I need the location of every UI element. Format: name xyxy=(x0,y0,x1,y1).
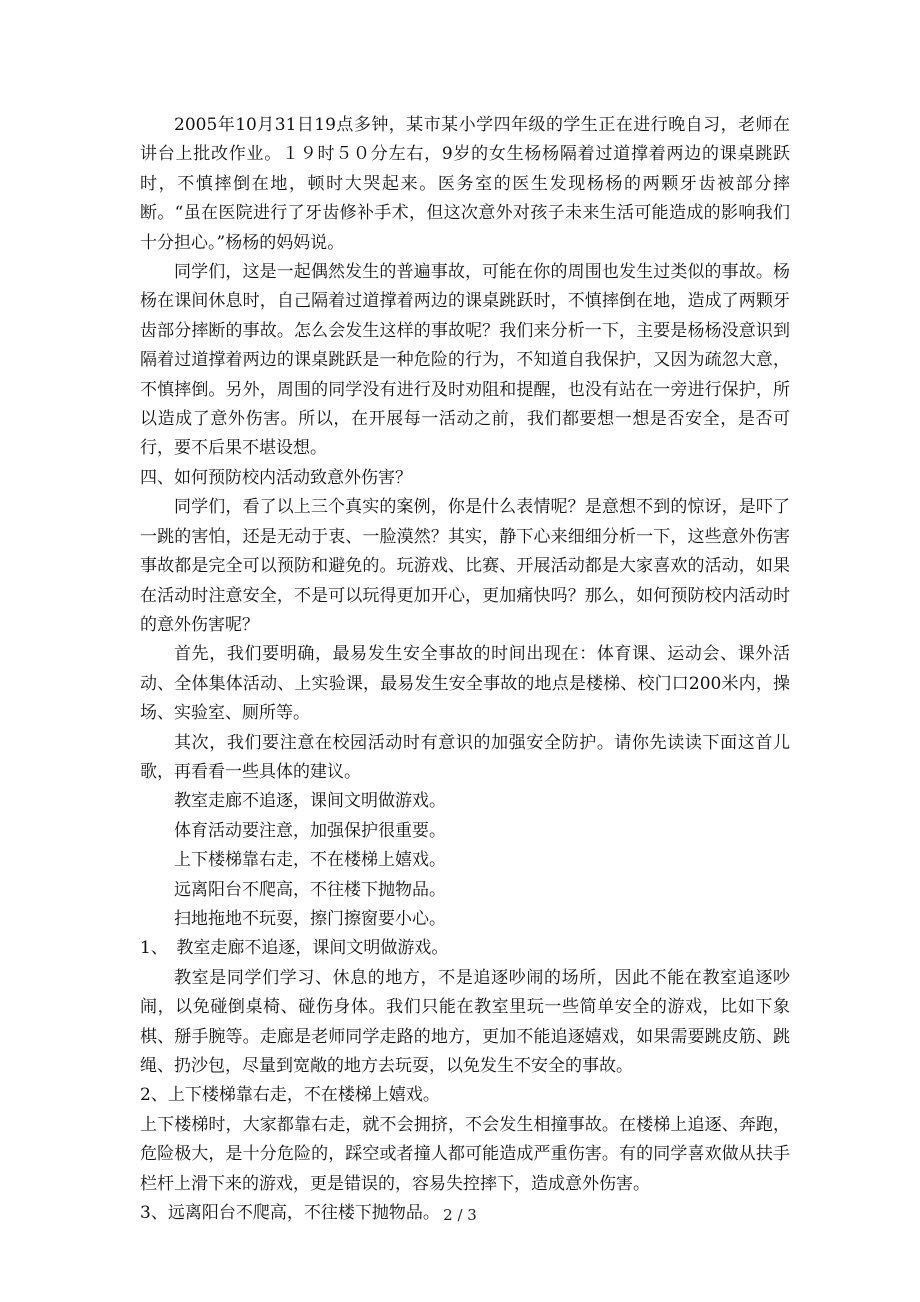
rhyme-line-4: 远离阳台不爬高，不往楼下抛物品。 xyxy=(174,879,446,900)
paragraph-case-description: 2005年10月31日19点多钟，某市某小学四年级的学生正在进行晚自习，老师在讲台上批改作业。１９时５０分左右，9岁的女生杨杨隔着过道撑着两边的课桌跳跃时，不慎摔倒在地，顿时大哭起来。医务室的医生发现杨杨的两颗牙齿被部分摔断。“虽在医院进行了牙齿修补手术，但这次意外对孩子未来生活可能造成的影响我们十分担心。”杨杨的妈妈说。 xyxy=(140,115,790,253)
rhyme-line-1: 教室走廊不追逐，课间文明做游戏。 xyxy=(174,791,446,812)
rhyme-line-3: 上下楼梯靠右走，不在楼梯上嬉戏。 xyxy=(174,850,446,871)
paragraph-stairs: 上下楼梯时，大家都靠右走，就不会拥挤，不会发生相撞事故。在楼梯上追逐、奔跑，危险极大，是十分危险的，踩空或者撞人都可能造成严重伤害。有的同学喜欢做从扶手栏杆上滑下来的游戏，更是错误的，容易失控摔下，造成意外伤害。 xyxy=(140,1114,790,1194)
subheading-classroom-corridor: 1、 教室走廊不追逐，课间文明做游戏。 xyxy=(140,938,449,959)
section-heading-prevention: 四、如何预防校内活动致意外伤害？ xyxy=(140,467,412,488)
paragraph-reflection: 同学们，看了以上三个真实的案例，你是什么表情呢？是意想不到的惊讶，是吓了一跳的害怕，还是无动于衷、一脸漠然？其实，静下心来细细分析一下，这些意外伤害事故都是完全可以预防和避免的。玩游戏、比赛、开展活动都是大家喜欢的活动，如果在活动时注意安全，不是可以玩得更加开心，更加痛快吗？那么，如何预防校内活动时的意外伤害呢？ xyxy=(140,497,790,635)
subheading-balcony: 3、远离阳台不爬高，不往楼下抛物品。 xyxy=(140,1203,440,1224)
rhyme-line-2: 体育活动要注意，加强保护很重要。 xyxy=(174,820,446,841)
page-number: 2 / 3 xyxy=(443,1206,477,1224)
document-body xyxy=(140,111,790,1228)
paragraph-classroom-corridor: 教室是同学们学习、休息的地方，不是追逐吵闹的场所，因此不能在教室追逐吵闹，以免碰倒桌椅、碰伤身体。我们只能在教室里玩一些简单安全的游戏，比如下象棋、掰手腕等。走廊是老师同学走路的地方，更加不能追逐嬉戏，如果需要跳皮筋、跳绳、扔沙包，尽量到宽敞的地方去玩耍，以免发生不安全的事故。 xyxy=(140,967,790,1076)
paragraph-first-point: 首先，我们要明确，最易发生安全事故的时间出现在：体育课、运动会、课外活动、全体集体活动、上实验课，最易发生安全事故的地点是楼梯、校门口200米内，操场、实验室、厕所等。 xyxy=(140,644,790,724)
rhyme-line-5: 扫地拖地不玩耍，擦门擦窗要小心。 xyxy=(174,908,446,929)
paragraph-case-analysis: 同学们，这是一起偶然发生的普遍事故，可能在你的周围也发生过类似的事故。杨杨在课间休息时，自己隔着过道撑着两边的课桌跳跃时，不慎摔倒在地，造成了两颗牙齿部分摔断的事故。怎么会发生这样的事故呢？我们来分析一下，主要是杨杨没意识到隔着过道撑着两边的课桌跳跃是一种危险的行为，不知道自我保护，又因为疏忽大意，不慎摔倒。另外，周围的同学没有进行及时劝阻和提醒，也没有站在一旁进行保护，所以造成了意外伤害。所以，在开展每一活动之前，我们都要想一想是否安全，是否可行，要不后果不堪设想。 xyxy=(140,262,790,459)
paragraph-second-point: 其次，我们要注意在校园活动时有意识的加强安全防护。请你先读读下面这首儿歌，再看看一些具体的建议。 xyxy=(140,732,790,782)
subheading-stairs: 2、上下楼梯靠右走，不在楼梯上嬉戏。 xyxy=(140,1085,440,1106)
